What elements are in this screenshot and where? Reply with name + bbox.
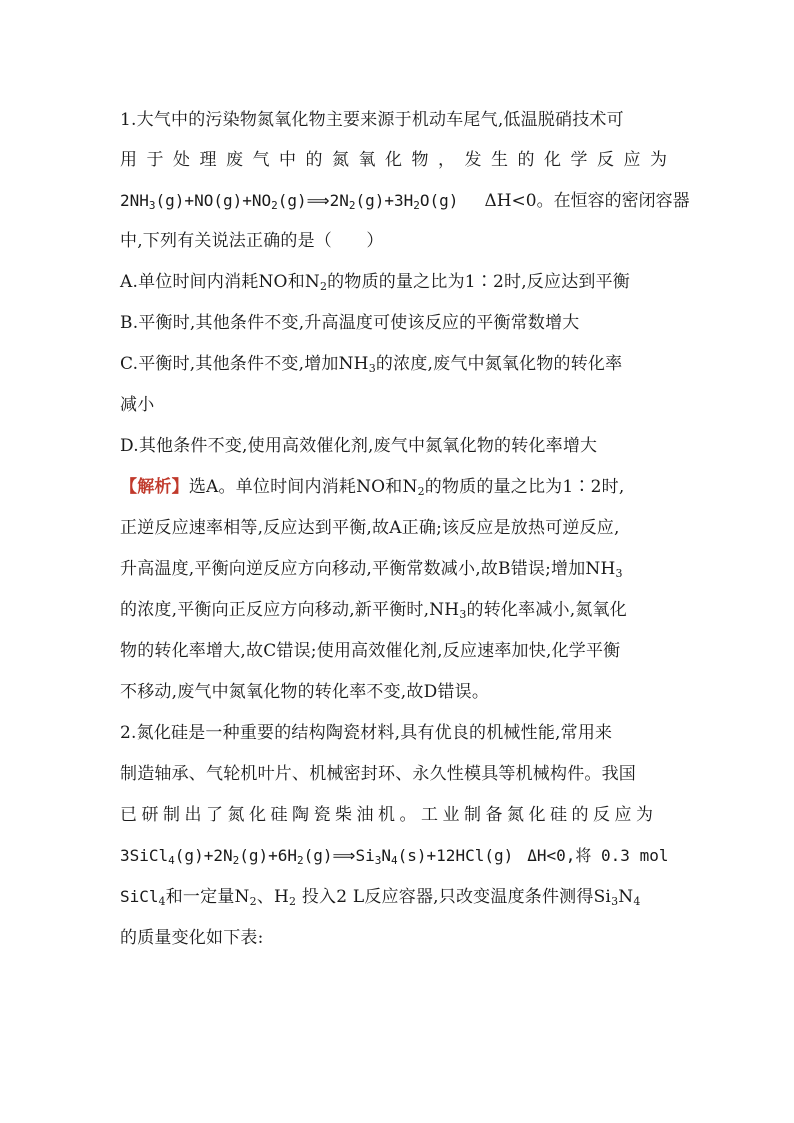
q2-stem-line-2: 制造轴承、气轮机叶片、机械密封环、永久性模具等机械构件。我国 bbox=[120, 764, 636, 784]
q1-stem-line-1: 1.大气中的污染物氮氧化物主要来源于机动车尾气,低温脱硝技术可 bbox=[120, 110, 624, 130]
q1-option-c-continued: 减小 bbox=[120, 395, 155, 415]
equilibrium-arrow-icon: ⟹ bbox=[332, 846, 356, 865]
q1-stem-line-2: 用于处理废气中的氮氧化物，发生的化学反应为 bbox=[120, 150, 677, 170]
q1-option-b: B.平衡时,其他条件不变,升高温度可使该反应的平衡常数增大 bbox=[120, 313, 580, 333]
equilibrium-arrow-icon: ⟹ bbox=[306, 191, 330, 210]
q1-analysis-line-2: 正逆反应速率相等,反应达到平衡,故A正确;该反应是放热可逆反应, bbox=[120, 518, 620, 538]
q2-stem-line-5: SiCl$_4$和一定量$N_2$、$H_2$ 投入2 L反应容器,只改变温度条件测得$Si_3N_4$ bbox=[120, 887, 641, 908]
q2-equation: $3SiCl_4(g)+2N_2(g)+6H_2(g)⟹Si_3N_4(s)+12HCl(g)$ ΔH<0,将 0.3 mol bbox=[120, 846, 669, 867]
q1-analysis-line-5: 物的转化率增大,故C错误;使用高效催化剂,反应速率加快,化学平衡 bbox=[120, 641, 621, 661]
q2-stem-line-6: 的质量变化如下表: bbox=[120, 928, 264, 948]
analysis-label: 【解析】 bbox=[120, 477, 189, 497]
q1-analysis-line-3: 升高温度,平衡向逆反应方向移动,平衡常数减小,故B错误;增加$NH_3$ bbox=[120, 559, 623, 580]
q2-stem-line-3: 已研制出了氮化硅陶瓷柴油机。工业制备氮化硅的反应为 bbox=[120, 805, 658, 825]
q1-equation: $2NH_3(g)+NO(g)+NO_2(g)⟹2N_2(g)+3H_2O(g)$ ΔH<0。在恒容的密闭容器 bbox=[120, 191, 690, 212]
q1-option-c: C.平衡时,其他条件不变,增加$NH_3$的浓度,废气中氮氧化物的转化率 bbox=[120, 354, 623, 375]
q1-option-d: D.其他条件不变,使用高效催化剂,废气中氮氧化物的转化率增大 bbox=[120, 436, 598, 456]
q1-option-a: A.单位时间内消耗NO和$N_2$的物质的量之比为1∶2时,反应达到平衡 bbox=[120, 272, 631, 293]
q1-analysis-line-4: 的浓度,平衡向正反应方向移动,新平衡时$,NH_3$的转化率减小,氮氧化 bbox=[120, 600, 627, 621]
q1-analysis-line-1: 【解析】选A。单位时间内消耗NO和$N_2$的物质的量之比为1∶2时, bbox=[120, 477, 625, 498]
q1-stem-line-3: 中,下列有关说法正确的是（ ） bbox=[120, 231, 384, 251]
q2-stem-line-1: 2.氮化硅是一种重要的结构陶瓷材料,具有优良的机械性能,常用来 bbox=[120, 723, 613, 743]
q1-analysis-line-6: 不移动,废气中氮氧化物的转化率不变,故D错误。 bbox=[120, 682, 490, 702]
